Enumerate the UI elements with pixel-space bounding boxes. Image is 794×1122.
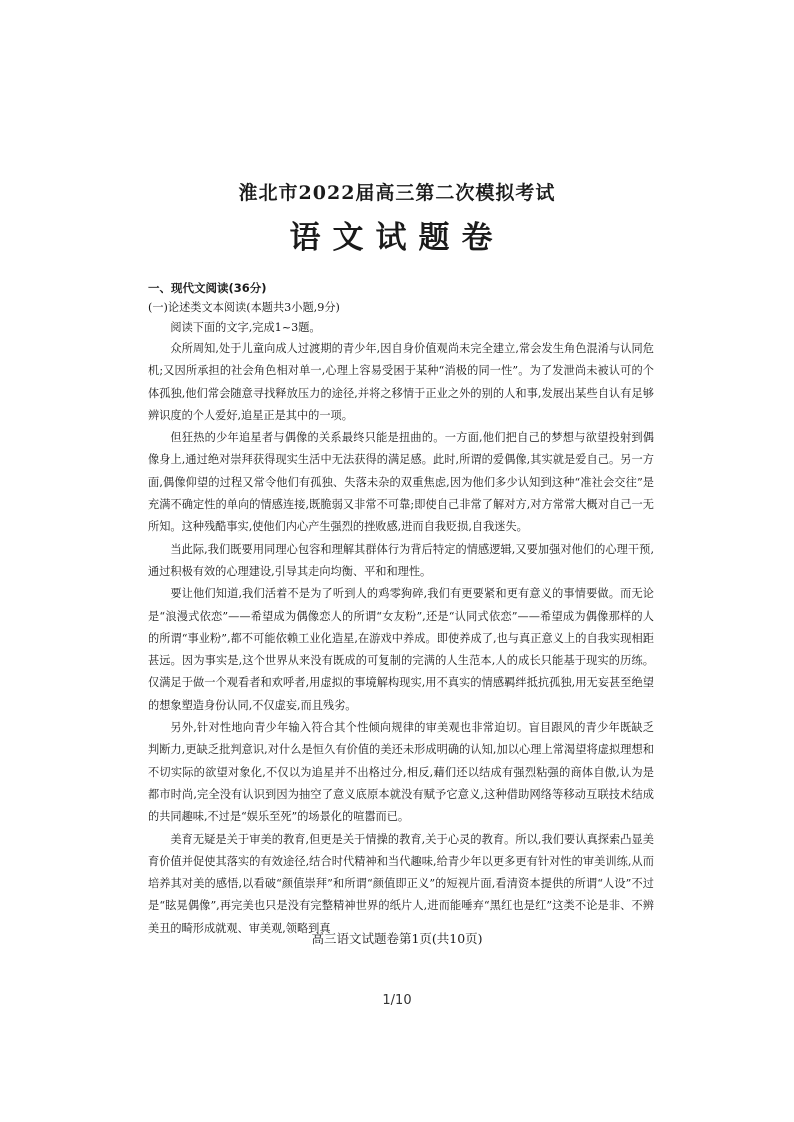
exam-title: 淮北市2022届高三第二次模拟考试	[238, 182, 556, 204]
document-body	[148, 278, 654, 940]
paragraph: 当此际,我们既要用同理心包容和理解其群体行为背后特定的情感逻辑,又要加强对他们的心理干预,通过积极有效的心理建设,引导其走向均衡、平和和理性。	[148, 542, 654, 578]
section-heading: 一、现代文阅读(36分)	[148, 281, 267, 295]
paragraph: 另外,针对性地向青少年输入符合其个性倾向规律的审美观也非常迫切。盲目跟风的青少年既缺乏判断力,更缺乏批判意识,对什么是恒久有价值的美还未形成明确的认知,加以心理上常渴望将虚拟理想和不切实际的欲望对象化,不仅以为追星并不出格过分,相反,藉们还以结成有强烈粘强的商体自傲,认为是都市时尚,完全没有认识到因为抽空了意义底原本就没有赋予它意义,这种借助网络等移动互联技术结成的共同趣味,不过是“娱乐至死”的场景化的喧嚣而已。	[148, 721, 654, 824]
subsection-heading: (一)论述类文本阅读(本题共3小题,9分)	[148, 301, 340, 314]
paragraph: 要让他们知道,我们活着不是为了听到人的鸡零狗碎,我们有更要紧和更有意义的事情要做。而无论是“浪漫式依恋”——希望成为偶像恋人的所谓“女友粉”,还是“认同式依恋”——希望成为偶像那样的人的所谓“事业粉”,都不可能依赖工业化造星,在游戏中养成。即使养成了,也与真正意义上的自我实现相距甚远。因为事实是,这个世界从来没有既成的可复制的完满的人生范本,人的成长只能基于现实的历练。仅满足于做一个观看者和欢呼者,用虚拟的事境解构现实,用不真实的情感羁绊抵抗孤独,用无妄甚至绝望的想象塑造身份认同,不仅虚妄,而且残劣。	[148, 587, 654, 712]
page-counter: 1/10	[382, 993, 412, 1008]
paper-title: 语文试题卷	[289, 220, 505, 256]
paragraph: 众所周知,处于儿童向成人过渡期的青少年,因自身价值观尚未完全建立,常会发生角色混淆与认同危机;又因所承担的社会角色相对单一,心理上容易受困于某种“消极的同一性”。为了发泄尚未被认可的个体孤独,他们常会随意寻找释放压力的途径,并将之移情于正业之外的别的人和事,发展出某些自认有足够辨识度的个人爱好,追星正是其中的一项。	[148, 342, 654, 422]
paragraph: 但狂热的少年追星者与偶像的关系最终只能是扭曲的。一方面,他们把自己的梦想与欲望投射到偶像身上,通过绝对崇拜获得现实生活中无法获得的满足感。此时,所谓的爱偶像,其实就是爱自己。另一方面,偶像仰望的过程又常令他们有孤独、失落未杂的双重焦虑,因为他们多少认知到这种“准社会交往”是充满不确定性的单向的情感连接,既脆弱又非常不可靠;即使自己非常了解对方,对方常常大概对自己一无所知。这种残酷事实,使他们内心产生强烈的挫败感,进而自我贬损,自我迷失。	[148, 431, 654, 534]
paragraph: 美育无疑是关于审美的教育,但更是关于情操的教育,关于心灵的教育。所以,我们要认真探索凸显美育价值并促使其落实的有效途径,结合时代精神和当代趣味,给青少年以更多更有针对性的审美训练,从而培养其对美的感悟,以看破“颜值崇拜”和所谓“颜值即正义”的短视片面,看清资本提供的所谓“人设”不过是“眩晃偶像”,再完美也只是没有完整精神世界的纸片人,进而能唾弃“黑红也是红”这类不论是非、不辨美丑的畸形成就观、审美观,领略到真	[148, 832, 654, 935]
reading-instruction: 阅读下面的文字,完成1~3题。	[170, 321, 321, 334]
page-footer: 高三语文试题卷第1页(共10页)	[311, 931, 483, 946]
